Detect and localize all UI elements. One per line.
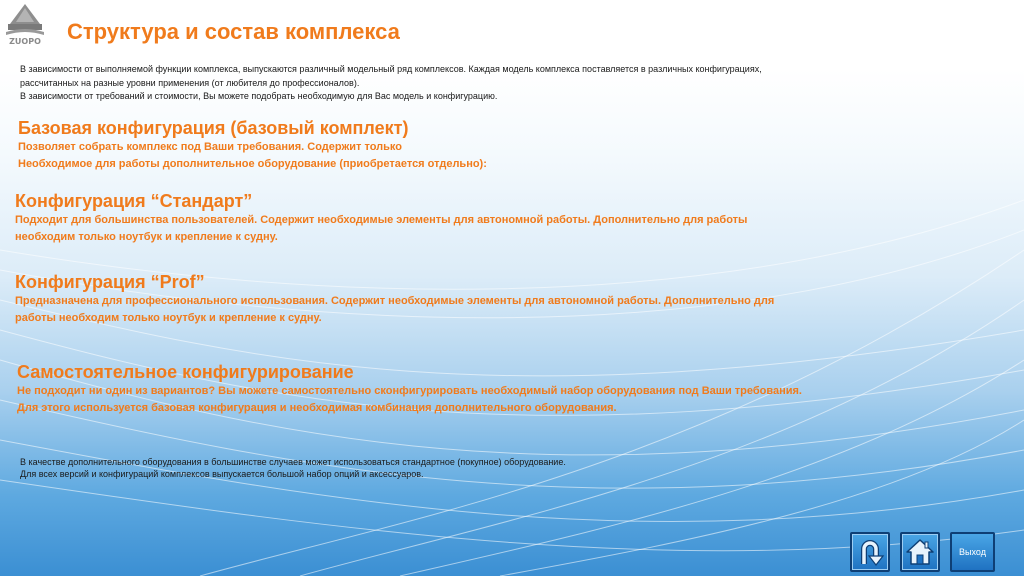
- intro-line: В зависимости от выполняемой функции комплекса, выпускаются различный модельный ряд комплексов. Каждая модель комплекса поставляется в различных конфигурациях,: [20, 64, 762, 74]
- section-self-config: [17, 361, 937, 417]
- section-title: Базовая конфигурация (базовый комплект): [18, 118, 409, 138]
- section-description: Необходимое для работы дополнительное оборудование (приобретается отдельно):: [18, 158, 487, 170]
- intro-text: [20, 63, 920, 104]
- section-description: работы необходим только ноутбук и крепление к судну.: [15, 312, 322, 324]
- svg-text:ZUOPO: ZUOPO: [9, 37, 41, 46]
- home-button[interactable]: [900, 532, 940, 572]
- section-description: Позволяет собрать комплекс под Ваши требования. Содержит только: [18, 141, 403, 153]
- section-title: Конфигурация “Стандарт”: [15, 191, 253, 211]
- exit-button[interactable]: Выход: [950, 532, 995, 572]
- footnote-text: [20, 456, 920, 480]
- company-logo: [2, 2, 48, 46]
- section-prof-config: [15, 271, 915, 327]
- section-title: Конфигурация “Prof”: [15, 272, 205, 292]
- intro-line: рассчитанных на разные уровни применения (от любителя до профессионалов).: [20, 77, 360, 88]
- section-description: Предназначена для профессионального использования. Содержит необходимые элементы для автономной работы. Дополнительно для: [15, 295, 775, 307]
- section-description: Для этого используется базовая конфигурация и необходимая комбинация дополнительного оборудования.: [17, 402, 617, 414]
- intro-line: В зависимости от требований и стоимости, Вы можете подобрать необходимую для Вас модель и конфигурацию.: [20, 91, 498, 101]
- section-title: Самостоятельное конфигурирование: [17, 362, 354, 382]
- footnote-line: Для всех версий и конфигураций комплексов выпускается большой набор опций и аксессуаров.: [20, 469, 424, 479]
- footnote-line: В качестве дополнительного оборудования в большинстве случаев может использоваться стандартное (покупное) оборудование.: [20, 457, 566, 467]
- home-icon: [905, 537, 935, 567]
- section-base-config: [18, 117, 918, 173]
- section-standard-config: [15, 190, 915, 246]
- section-description: Подходит для большинства пользователей. Содержит необходимые элементы для автономной работы. Дополнительно для работы: [15, 214, 748, 226]
- u-turn-back-icon: [855, 537, 885, 567]
- section-description: Не подходит ни один из вариантов? Вы можете самостоятельно сконфигурировать необходимый набор оборудования под Ваши требования.: [17, 385, 802, 397]
- section-description: необходим только ноутбук и крепление к судну.: [15, 231, 278, 243]
- page-title: Структура и состав комплекса: [67, 19, 400, 44]
- back-button[interactable]: [850, 532, 890, 572]
